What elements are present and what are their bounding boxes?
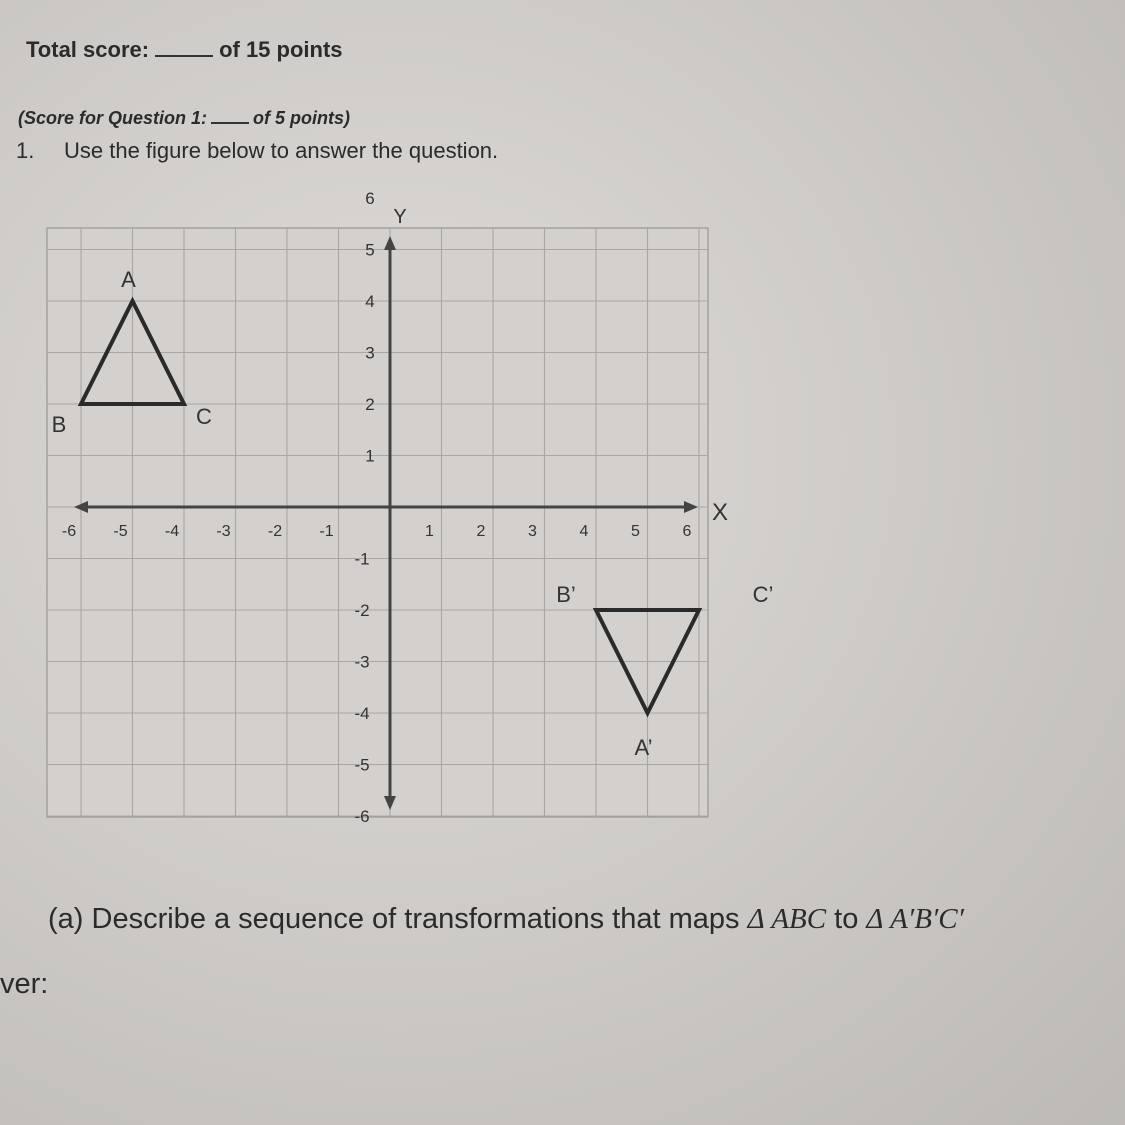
x-tick-label: 3 (528, 523, 537, 540)
x-axis-label: X (711, 499, 729, 526)
question1-score-label: (Score for Question 1: (18, 108, 208, 129)
part-a-question (48, 903, 964, 936)
y-tick-label: 1 (365, 446, 375, 466)
part-a-text: Describe a sequence of transformations that maps (91, 903, 740, 935)
question1-number: 1. (16, 138, 35, 163)
y-tick-label: 2 (365, 395, 375, 414)
y-tick-label: -5 (354, 755, 370, 775)
vertex-label-b-prime: B’ (556, 582, 576, 607)
vertex-label-a: A (121, 267, 136, 292)
part-a-from-triangle: Δ ABC (747, 903, 827, 935)
question1-score-suffix: of 5 points) (253, 108, 351, 129)
x-tick-label: -1 (319, 523, 334, 540)
question1-prompt: Use the figure below to answer the question. (64, 138, 499, 163)
vertex-label-c-prime: C’ (752, 582, 774, 607)
part-a-label: (a) (48, 903, 84, 935)
total-score-suffix: of 15 points (219, 37, 343, 62)
y-tick-label: -1 (354, 549, 370, 569)
part-a-to-word: to (834, 903, 859, 935)
answer-label: ver: (0, 968, 49, 1000)
x-tick-label: -2 (267, 523, 283, 540)
x-tick-label: 4 (579, 523, 589, 540)
x-tick-label: -5 (113, 523, 128, 540)
x-tick-label: 1 (425, 523, 434, 540)
y-tick-label: -3 (354, 652, 370, 672)
vertex-label-a-prime: A’ (634, 735, 653, 760)
y-tick-label: -6 (354, 807, 370, 826)
y-tick-label: 5 (365, 240, 375, 260)
y-tick-label: -2 (354, 601, 370, 620)
x-tick-label: -6 (61, 523, 77, 540)
total-score-label: Total score: (26, 37, 150, 62)
grid-lines (47, 228, 708, 817)
y-tick-label: 6 (365, 189, 375, 208)
vertex-label-b: B (51, 412, 67, 437)
y-tick-label: 4 (365, 292, 375, 311)
x-tick-label: -3 (216, 523, 231, 540)
x-tick-label: 6 (682, 523, 692, 540)
vertex-label-c: C (196, 404, 212, 429)
x-tick-label: -4 (164, 523, 180, 540)
x-tick-label: 2 (476, 523, 486, 540)
y-tick-label: 3 (365, 343, 375, 363)
y-tick-label: -4 (354, 704, 370, 723)
grid-border (47, 228, 708, 817)
y-axis-label: Y (393, 206, 407, 228)
x-tick-label: 5 (631, 523, 640, 540)
part-a-to-triangle: Δ A′B′C′ (866, 903, 964, 935)
